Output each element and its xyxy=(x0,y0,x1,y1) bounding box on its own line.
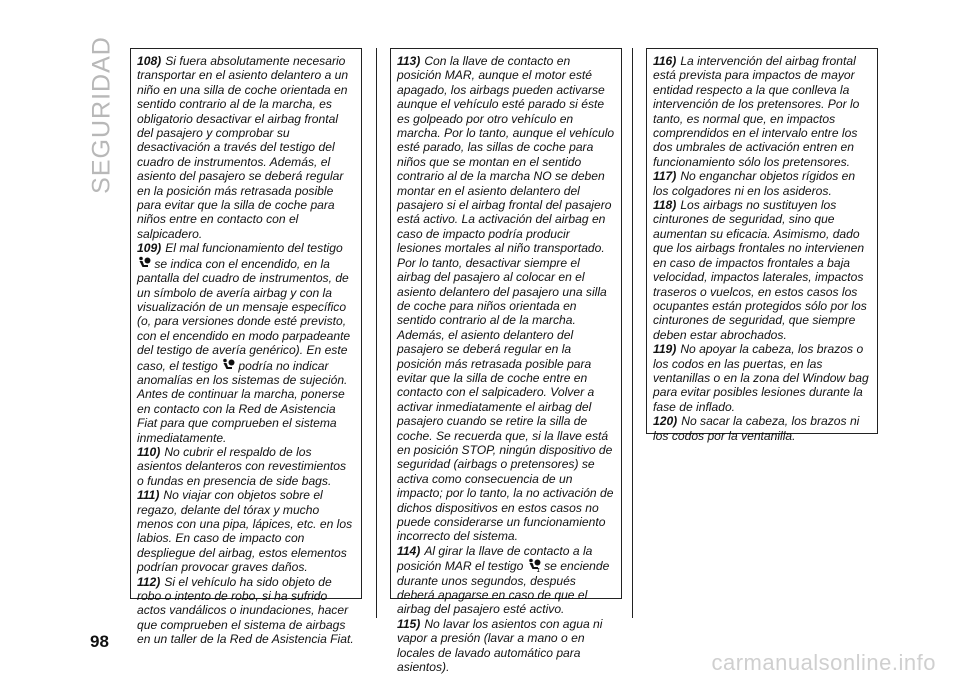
airbag-warning-icon xyxy=(221,358,235,372)
warning-text: Al girar la llave de contacto a la posición MAR el testigo xyxy=(397,543,593,574)
warning-110 xyxy=(137,445,355,488)
warning-118 xyxy=(653,198,871,342)
section-title-text: SEGURIDAD xyxy=(87,36,116,194)
warning-text: Si el vehículo ha sido objeto de robo o intento de robo, si ha sufrido actos vandálicos o inundaciones, hacer que comprueben el sistema de airbags en un taller de la Red de Asistencia Fiat. xyxy=(137,574,354,647)
warning-116 xyxy=(653,54,871,169)
warning-number: 117) xyxy=(653,169,677,184)
warning-text: se indica con el encendido, en la pantalla del cuadro de instrumentos, de un símbolo de avería airbag y con la visualización de un mensaje específico (o, para versiones donde esté previsto, con el encendido en modo parpadeante del testigo de avería genérico). En este caso, el testigo xyxy=(137,256,351,373)
warning-text: No lavar los asientos con agua ni vapor a presión (lavar a mano o en locales de lavado automático para asientos). xyxy=(397,616,603,675)
warning-115 xyxy=(397,617,615,675)
warning-text: No enganchar objetos rígidos en los colgadores ni en los asideros. xyxy=(653,169,856,198)
warning-text: El mal funcionamiento del testigo xyxy=(165,241,343,256)
warning-number: 120) xyxy=(653,414,678,429)
warning-number: 110) xyxy=(137,444,161,459)
warning-text: No viajar con objetos sobre el regazo, delante del tórax y mucho menos con una pipa, lápices, etc. en los labios. En caso de impacto con despliegue del airbag, estos elementos podrían provocar graves daños. xyxy=(137,488,353,575)
warning-number: 114) xyxy=(397,543,421,558)
warning-text: podría no indicar anomalías en los sistemas de sujeción. Antes de continuar la marcha, ponerse en contacto con la Red de Asistencia Fiat para que comprueben el sistema inmediatamente. xyxy=(137,358,348,445)
warning-113 xyxy=(397,54,615,544)
warning-column-1 xyxy=(130,48,362,647)
warning-119 xyxy=(653,342,871,414)
watermark: carmanualsonline.info xyxy=(711,650,936,675)
passenger-airbag-icon xyxy=(527,558,541,572)
column-divider xyxy=(376,48,377,618)
warning-112 xyxy=(137,575,355,647)
warning-number: 118) xyxy=(653,198,677,213)
warning-114 xyxy=(397,544,615,617)
warning-109 xyxy=(137,241,355,445)
section-title xyxy=(87,36,116,194)
column-divider xyxy=(632,48,633,618)
warning-text: La intervención del airbag frontal está prevista para impactos de mayor entidad respecto a la que conlleva la intervención de los pretensores. Por lo tanto, es normal que, en impactos comprendidos en el intervalo entre los dos umbrales de activación entren en funcionamiento sólo los pretensores. xyxy=(653,54,860,169)
warning-number: 116) xyxy=(653,54,677,68)
warning-number: 109) xyxy=(137,241,162,256)
warning-text: No sacar la cabeza, los brazos ni los codos por la ventanilla. xyxy=(653,414,860,443)
warning-number: 111) xyxy=(137,488,160,503)
warning-text: se enciende durante unos segundos, después deberá apagarse en caso de que el airbag del pasajero esté activo. xyxy=(397,559,610,617)
warning-text: Los airbags no sustituyen los cinturones de seguridad, sino que aumentan su eficacia. Asimismo, dado que los airbags frontales no intervienen en caso de impactos frontales a baja velocidad, impactos laterales, impactos traseros o vuelcos, en estos casos los ocupantes están protegidos sólo por los cinturones de seguridad, que siempre deben estar abrochados. xyxy=(653,198,867,342)
warning-number: 113) xyxy=(397,54,421,68)
warning-120 xyxy=(653,414,871,443)
warning-number: 112) xyxy=(137,574,161,589)
warning-number: 119) xyxy=(653,342,677,357)
warning-text: Si fuera absolutamente necesario transportar en el asiento delantero a un niño en una silla de coche orientada en sentido contrario al de la marcha, es obligatorio desactivar el airbag frontal del pasajero y comprobar su desactivación a través del testigo del cuadro de instrumentos. Además, el asiento del pasajero se deberá regular en la posición más retrasada posible para evitar que la silla de coche para niños entre en contacto con el salpicadero. xyxy=(137,54,349,241)
airbag-warning-icon xyxy=(137,256,151,270)
warning-117 xyxy=(653,169,871,198)
page-number: 98 xyxy=(90,632,109,651)
warning-text: No cubrir el respaldo de los asientos delanteros con revestimientos o fundas en presencia de side bags. xyxy=(137,444,347,488)
svg-text:1: 1 xyxy=(536,568,540,573)
warning-column-2 xyxy=(390,48,622,675)
warning-text: No apoyar la cabeza, los brazos o los codos en las puertas, en las ventanillas o en la zona del Window bag para evitar posibles lesiones durante la fase de inflado. xyxy=(653,342,869,414)
warning-number: 108) xyxy=(137,54,162,68)
warning-column-3 xyxy=(646,48,878,443)
warning-number: 115) xyxy=(397,616,421,631)
warning-111 xyxy=(137,488,355,574)
warning-108 xyxy=(137,54,355,241)
warning-text: Con la llave de contacto en posición MAR, aunque el motor esté apagado, los airbags pueden activarse aunque el vehículo esté parado si éste es golpeado por otro vehículo en marcha. Por lo tanto, aunque el vehículo esté parado, las sillas de coche para niños que se montan en el sentido contrario al de la marcha NO se deben montar en el asiento delantero del pasajero si el airbag frontal del pasajero está activo. La activación del airbag en caso de impacto podría producir lesiones mortales al niño transportado. Por lo tanto, desactivar siempre el airbag del pasajero al colocar en el asiento delantero del pasajero una silla de coche para niños orientada en sentido contrario al de la marcha. Además, el asiento delantero del pasajero se deberá regular en la posición más retrasada posible para evitar que la silla de coche entre en contacto con el salpicadero. Volver a activar inmediatamente el airbag del pasajero cuando se retire la silla de coche. Se recuerda que, si la llave está en posición STOP, ningún dispositivo de seguridad (airbags o pretensores) se activa como consecuencia de un impacto; por lo tanto, la no activación de dichos dispositivos en estos casos no puede considerarse un funcionamiento incorrecto del sistema. xyxy=(397,54,615,544)
